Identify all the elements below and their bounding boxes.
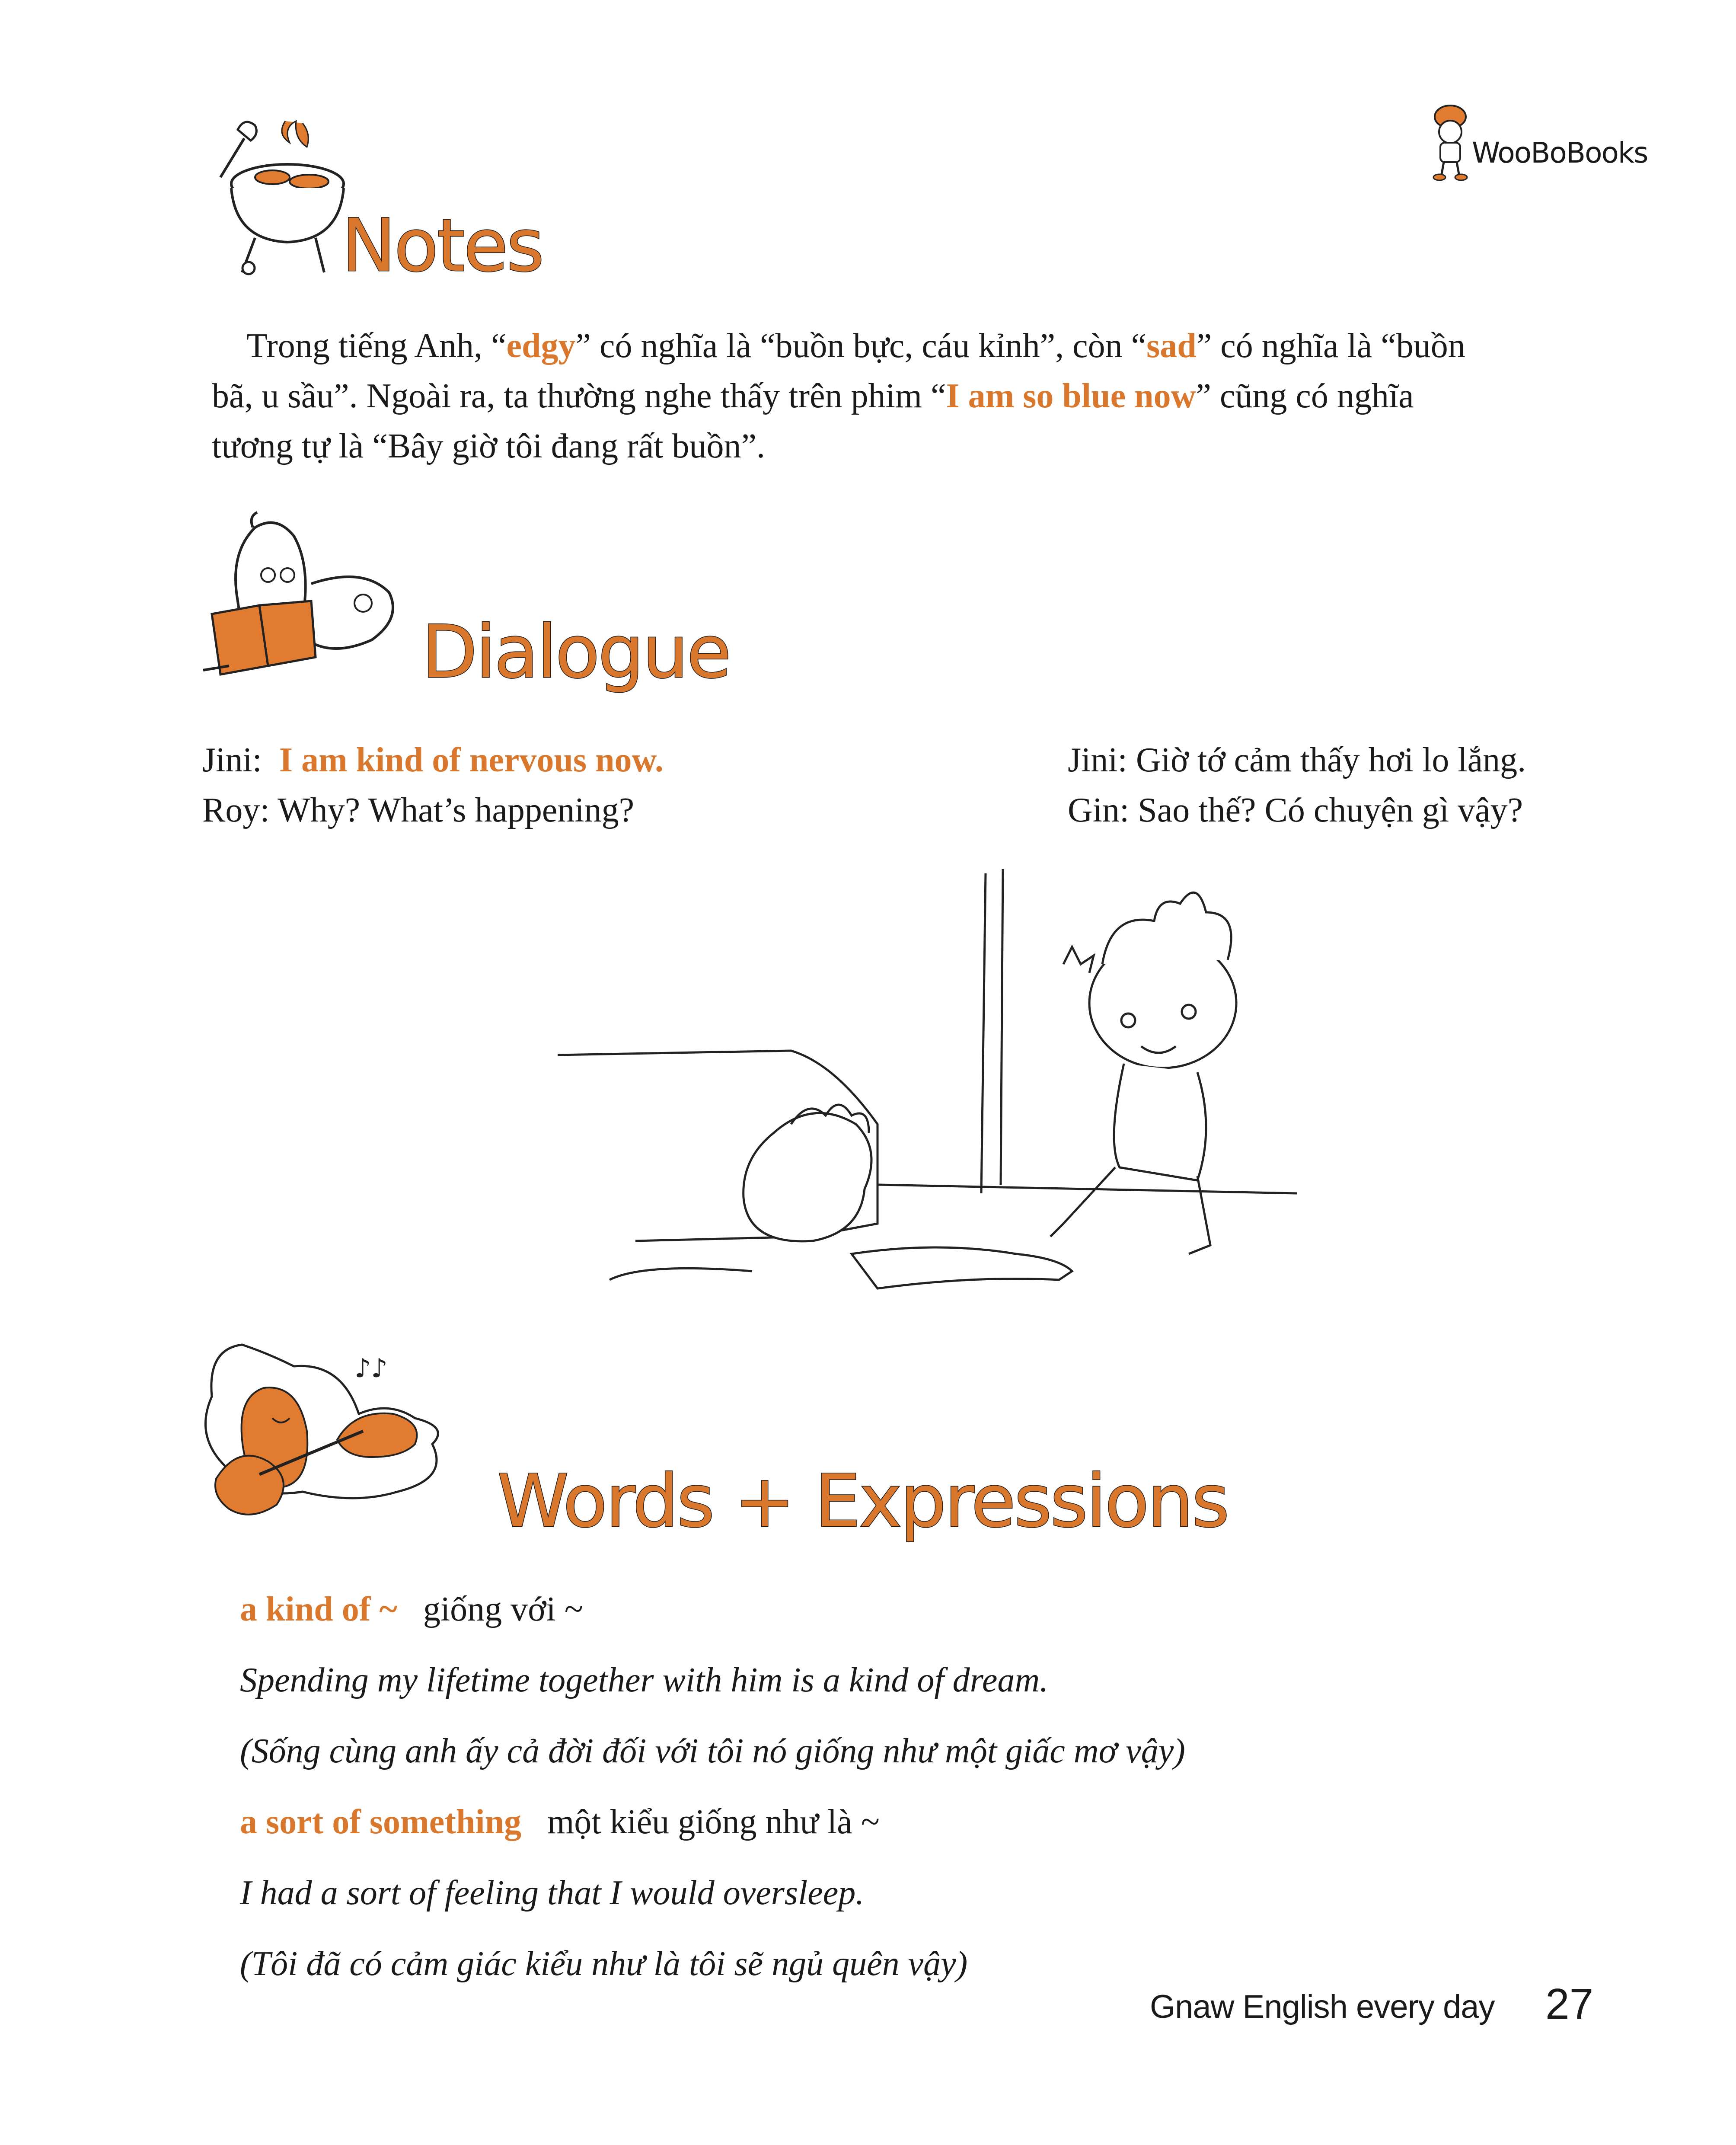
notes-paragraph bbox=[212, 321, 1586, 471]
entry-term: a sort of something bbox=[240, 1803, 522, 1841]
dialogue-vietnamese bbox=[1068, 735, 1586, 835]
footer-book-title: Gnaw English every day bbox=[1150, 1988, 1495, 2025]
grill-illustration bbox=[207, 112, 350, 277]
dialogue-translation-2: Gin: Sao thế? Có chuyện gì vậy? bbox=[1068, 791, 1523, 829]
term-sad: sad bbox=[1146, 327, 1197, 365]
dialogue-line-1: Jini: I am kind of nervous now. bbox=[202, 741, 664, 779]
entry-meaning: giống với ~ bbox=[423, 1590, 583, 1628]
notes-line-1: Trong tiếng Anh, “edgy” có nghĩa là “buồn bực, cáu kỉnh”, còn “sad” có nghĩa là “buồn bbox=[246, 327, 1465, 365]
entry-translation: (Sống cùng anh ấy cả đời đối với tôi nó giống như một giấc mơ vậy) bbox=[240, 1732, 1185, 1770]
dialogue-key-phrase: I am kind of nervous now. bbox=[279, 741, 664, 779]
reading-peanuts-illustration bbox=[203, 510, 411, 692]
dialogue-translation-1: Jini: Giờ tớ cảm thấy hơi lo lắng. bbox=[1068, 741, 1526, 779]
term-edgy: edgy bbox=[506, 327, 576, 365]
brand-logo bbox=[1426, 99, 1648, 186]
entry-translation: (Tôi đã có cảm giác kiểu như là tôi sẽ ngủ quên vậy) bbox=[240, 1945, 968, 1983]
dialogue-heading: Dialogue bbox=[421, 610, 730, 694]
entry-term: a kind of ~ bbox=[240, 1590, 397, 1628]
words-entries bbox=[240, 1574, 1580, 1999]
dialogue-line-2: Roy: Why? What’s happening? bbox=[202, 791, 635, 829]
entry-1-term-line bbox=[240, 1574, 1580, 1645]
page-number: 27 bbox=[1545, 1980, 1594, 2028]
term-blue: I am so blue now bbox=[946, 377, 1196, 415]
dialogue-english bbox=[202, 735, 1024, 835]
entry-meaning: một kiểu giống như là ~ bbox=[547, 1803, 880, 1841]
entry-example: I had a sort of feeling that I would oversleep. bbox=[240, 1874, 865, 1912]
notes-line-3: tương tự là “Bây giờ tôi đang rất buồn”. bbox=[212, 427, 765, 465]
svg-text:♪♪: ♪♪ bbox=[354, 1353, 388, 1384]
notes-heading: Notes bbox=[341, 203, 543, 288]
words-heading: Words + Expressions bbox=[497, 1459, 1228, 1544]
entry-example: Spending my lifetime together with him is a kind of dream. bbox=[240, 1661, 1049, 1699]
scene-illustration bbox=[549, 865, 1284, 1362]
guitar-egg-illustration bbox=[207, 1336, 501, 1522]
entry-2-term-line bbox=[240, 1787, 1580, 1857]
brand-name: WooBoBooks bbox=[1472, 136, 1648, 169]
mascot-icon bbox=[1426, 99, 1474, 182]
notes-line-2: bã, u sầu”. Ngoài ra, ta thường nghe thấy trên phim “I am so blue now” cũng có nghĩa bbox=[212, 377, 1414, 415]
